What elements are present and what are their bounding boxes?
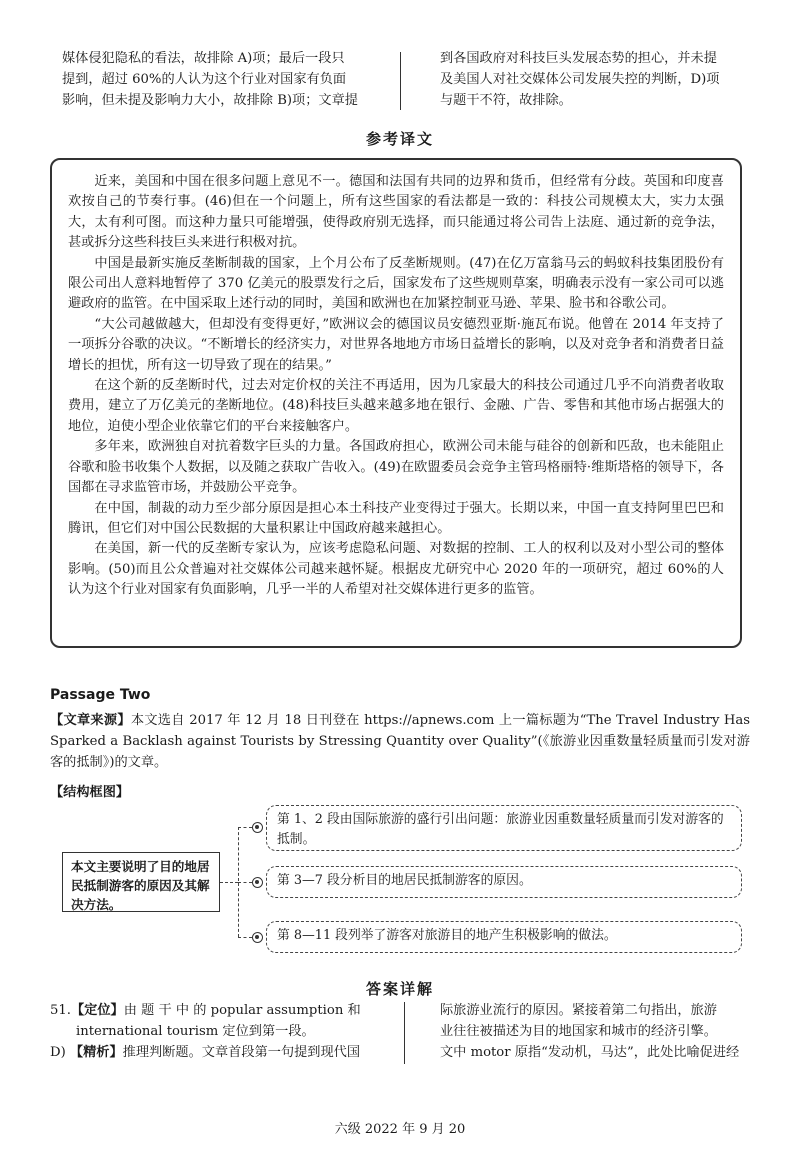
- translation-paragraph: 近来，美国和中国在很多问题上意见不一。德国和法国有共同的边界和货币，但经常有分歧。英国和印度喜欢按自己的节奏行事。(46)但在一个问题上，所有这些国家的看法都是一致的：科技公司规模太大，实力太强大，太有利可图。而这种力量只可能增强，使得政府别无选择，而只能通过将公司告上法庭、通过新的竞争法，甚或拆分这些科技巨头来进行积极对抗。: [68, 174, 724, 251]
- answers-left-column: [50, 1000, 390, 1063]
- text-line: 到各国政府对科技巨头发展态势的担心，并未提: [440, 51, 717, 66]
- tag: 【精析】: [69, 1045, 123, 1060]
- main-idea-box: 本文主要说明了目的地居民抵制游客的原因及其解决方法。: [62, 852, 220, 912]
- translation-box: [50, 158, 742, 648]
- connector-line: [220, 882, 238, 883]
- passage-heading: Passage Two: [50, 687, 151, 703]
- text-line: 影响，但未提及影响力大小，故排除 B)项；文章提: [62, 93, 358, 108]
- column-divider: [404, 1002, 405, 1064]
- text-line: 与题干不符，故排除。: [440, 93, 572, 108]
- answer-text: 推理判断题。文章首段第一句提到现代国: [122, 1045, 361, 1060]
- connector-line: [238, 937, 252, 938]
- top-right-column: [440, 48, 756, 111]
- answer-line: [50, 1021, 390, 1042]
- answer-line: [50, 1000, 390, 1021]
- source-text: 本文选自 2017 年 12 月 18 日刊登在 https://apnews.com 上一篇标题为“The Travel Industry Has Sparked a Backlash against Tourists by Stressing Quantity over Quality”(《旅游业因重数量轻质量而引发对游客的抵制》)的文章。: [50, 713, 751, 770]
- translation-paragraph: 在美国，新一代的反垄断专家认为，应该考虑隐私问题、对数据的控制、工人的权利以及对小型公司的整体影响。(50)而且公众普遍对社交媒体公司越来越怀疑。根据皮尤研究中心 2020 年的一项研究，超过 60%的人认为这个行业对国家有负面影响，几乎一半的人希望对社交媒体进行更多的监管。: [68, 541, 724, 598]
- connector-line: [238, 827, 252, 828]
- top-left-column: [62, 48, 388, 111]
- tag: 【定位】: [70, 1003, 124, 1018]
- answer-line: 文中 motor 原指“发动机，马达”，此处比喻促进经: [440, 1045, 740, 1060]
- answers-title: 答案详解: [365, 980, 434, 998]
- translation-paragraph: 多年来，欧洲独自对抗着数字巨头的力量。各国政府担心，欧洲公司未能与硅谷的创新和匹敌，也未能阻止谷歌和脸书收集个人数据，以及随之获取广告收入。(49)在欧盟委员会竞争主管玛格丽特·维斯塔格的领导下，各国都在寻求监管市场，并鼓励公平竞争。: [68, 439, 724, 496]
- structure-item: 第 8—11 段列举了游客对旅游目的地产生积极影响的做法。: [266, 921, 742, 953]
- translation-paragraph: 在这个新的反垄断时代，过去对定价权的关注不再适用，因为几家最大的科技公司通过几乎不向消费者收取费用，建立了万亿美元的垄断地位。(48)科技巨头越来越多地在银行、金融、广告、零售和其他市场占据强大的地位，迫使小型企业依靠它们的平台来接触客户。: [68, 378, 724, 434]
- answer-line: 际旅游业流行的原因。紧接着第二句指出，旅游: [440, 1003, 717, 1018]
- answer-line: 业往往被描述为目的地国家和城市的经济引擎。: [440, 1024, 717, 1039]
- answers-right-column: [440, 1000, 756, 1063]
- frame-label: 【结构框图】: [50, 785, 130, 800]
- translation-paragraph: “大公司越做越大，但却没有变得更好，”欧洲议会的德国议员安德烈亚斯·施瓦布说。他曾在 2014 年支持了一项拆分谷歌的决议。“不断增长的经济实力，对世界各地地方市场日益增长的影响，以及对竞争者和消费者日益增长的担忧，所有这一切导致了现在的结果。”: [68, 316, 724, 373]
- source-label: 【文章来源】: [50, 713, 131, 728]
- text-line: 提到，超过 60%的人认为这个行业对国家有负面: [62, 72, 347, 87]
- column-divider: [400, 52, 401, 110]
- question-number: 51.: [50, 1003, 71, 1018]
- answer-line: [50, 1042, 390, 1063]
- bullet-circle-icon: [252, 932, 263, 943]
- text-line: 媒体侵犯隐私的看法，故排除 A)项；最后一段只: [62, 51, 345, 66]
- translation-paragraph: 中国是最新实施反垄断制裁的国家，上个月公布了反垄断规则。(47)在亿万富翁马云的蚂蚁科技集团股份有限公司出人意料地暂停了 370 亿美元的股票发行之后，国家发布了这些规则草案，明确表示没有一家公司可以逃避政府的监管。在中国采取上述行动的同时，美国和欧洲也在加紧控制亚马逊、苹果、脸书和谷歌公司。: [68, 255, 724, 312]
- translation-title: 参考译文: [365, 130, 434, 148]
- text-line: 及美国人对社交媒体公司发展失控的判断，D)项: [440, 72, 720, 87]
- answer-text: 由 题 干 中 的 popular assumption 和: [123, 1003, 361, 1018]
- connector-line: [238, 882, 252, 883]
- answer-text: international tourism 定位到第一段。: [76, 1024, 315, 1039]
- bullet-circle-icon: [252, 877, 263, 888]
- structure-item: 第 1、2 段由国际旅游的盛行引出问题：旅游业因重数量轻质量而引发对游客的抵制。: [266, 805, 742, 851]
- source-paragraph: [50, 710, 750, 773]
- bullet-circle-icon: [252, 822, 263, 833]
- page-footer: 六级 2022 年 9 月 20: [334, 1122, 466, 1137]
- structure-item: 第 3—7 段分析目的地居民抵制游客的原因。: [266, 866, 742, 898]
- translation-paragraph: 在中国，制裁的动力至少部分原因是担心本土科技产业变得过于强大。长期以来，中国一直支持阿里巴巴和腾讯，但它们对中国公民数据的大量积累让中国政府越来越担心。: [68, 500, 724, 536]
- answer-choice: D): [50, 1045, 66, 1060]
